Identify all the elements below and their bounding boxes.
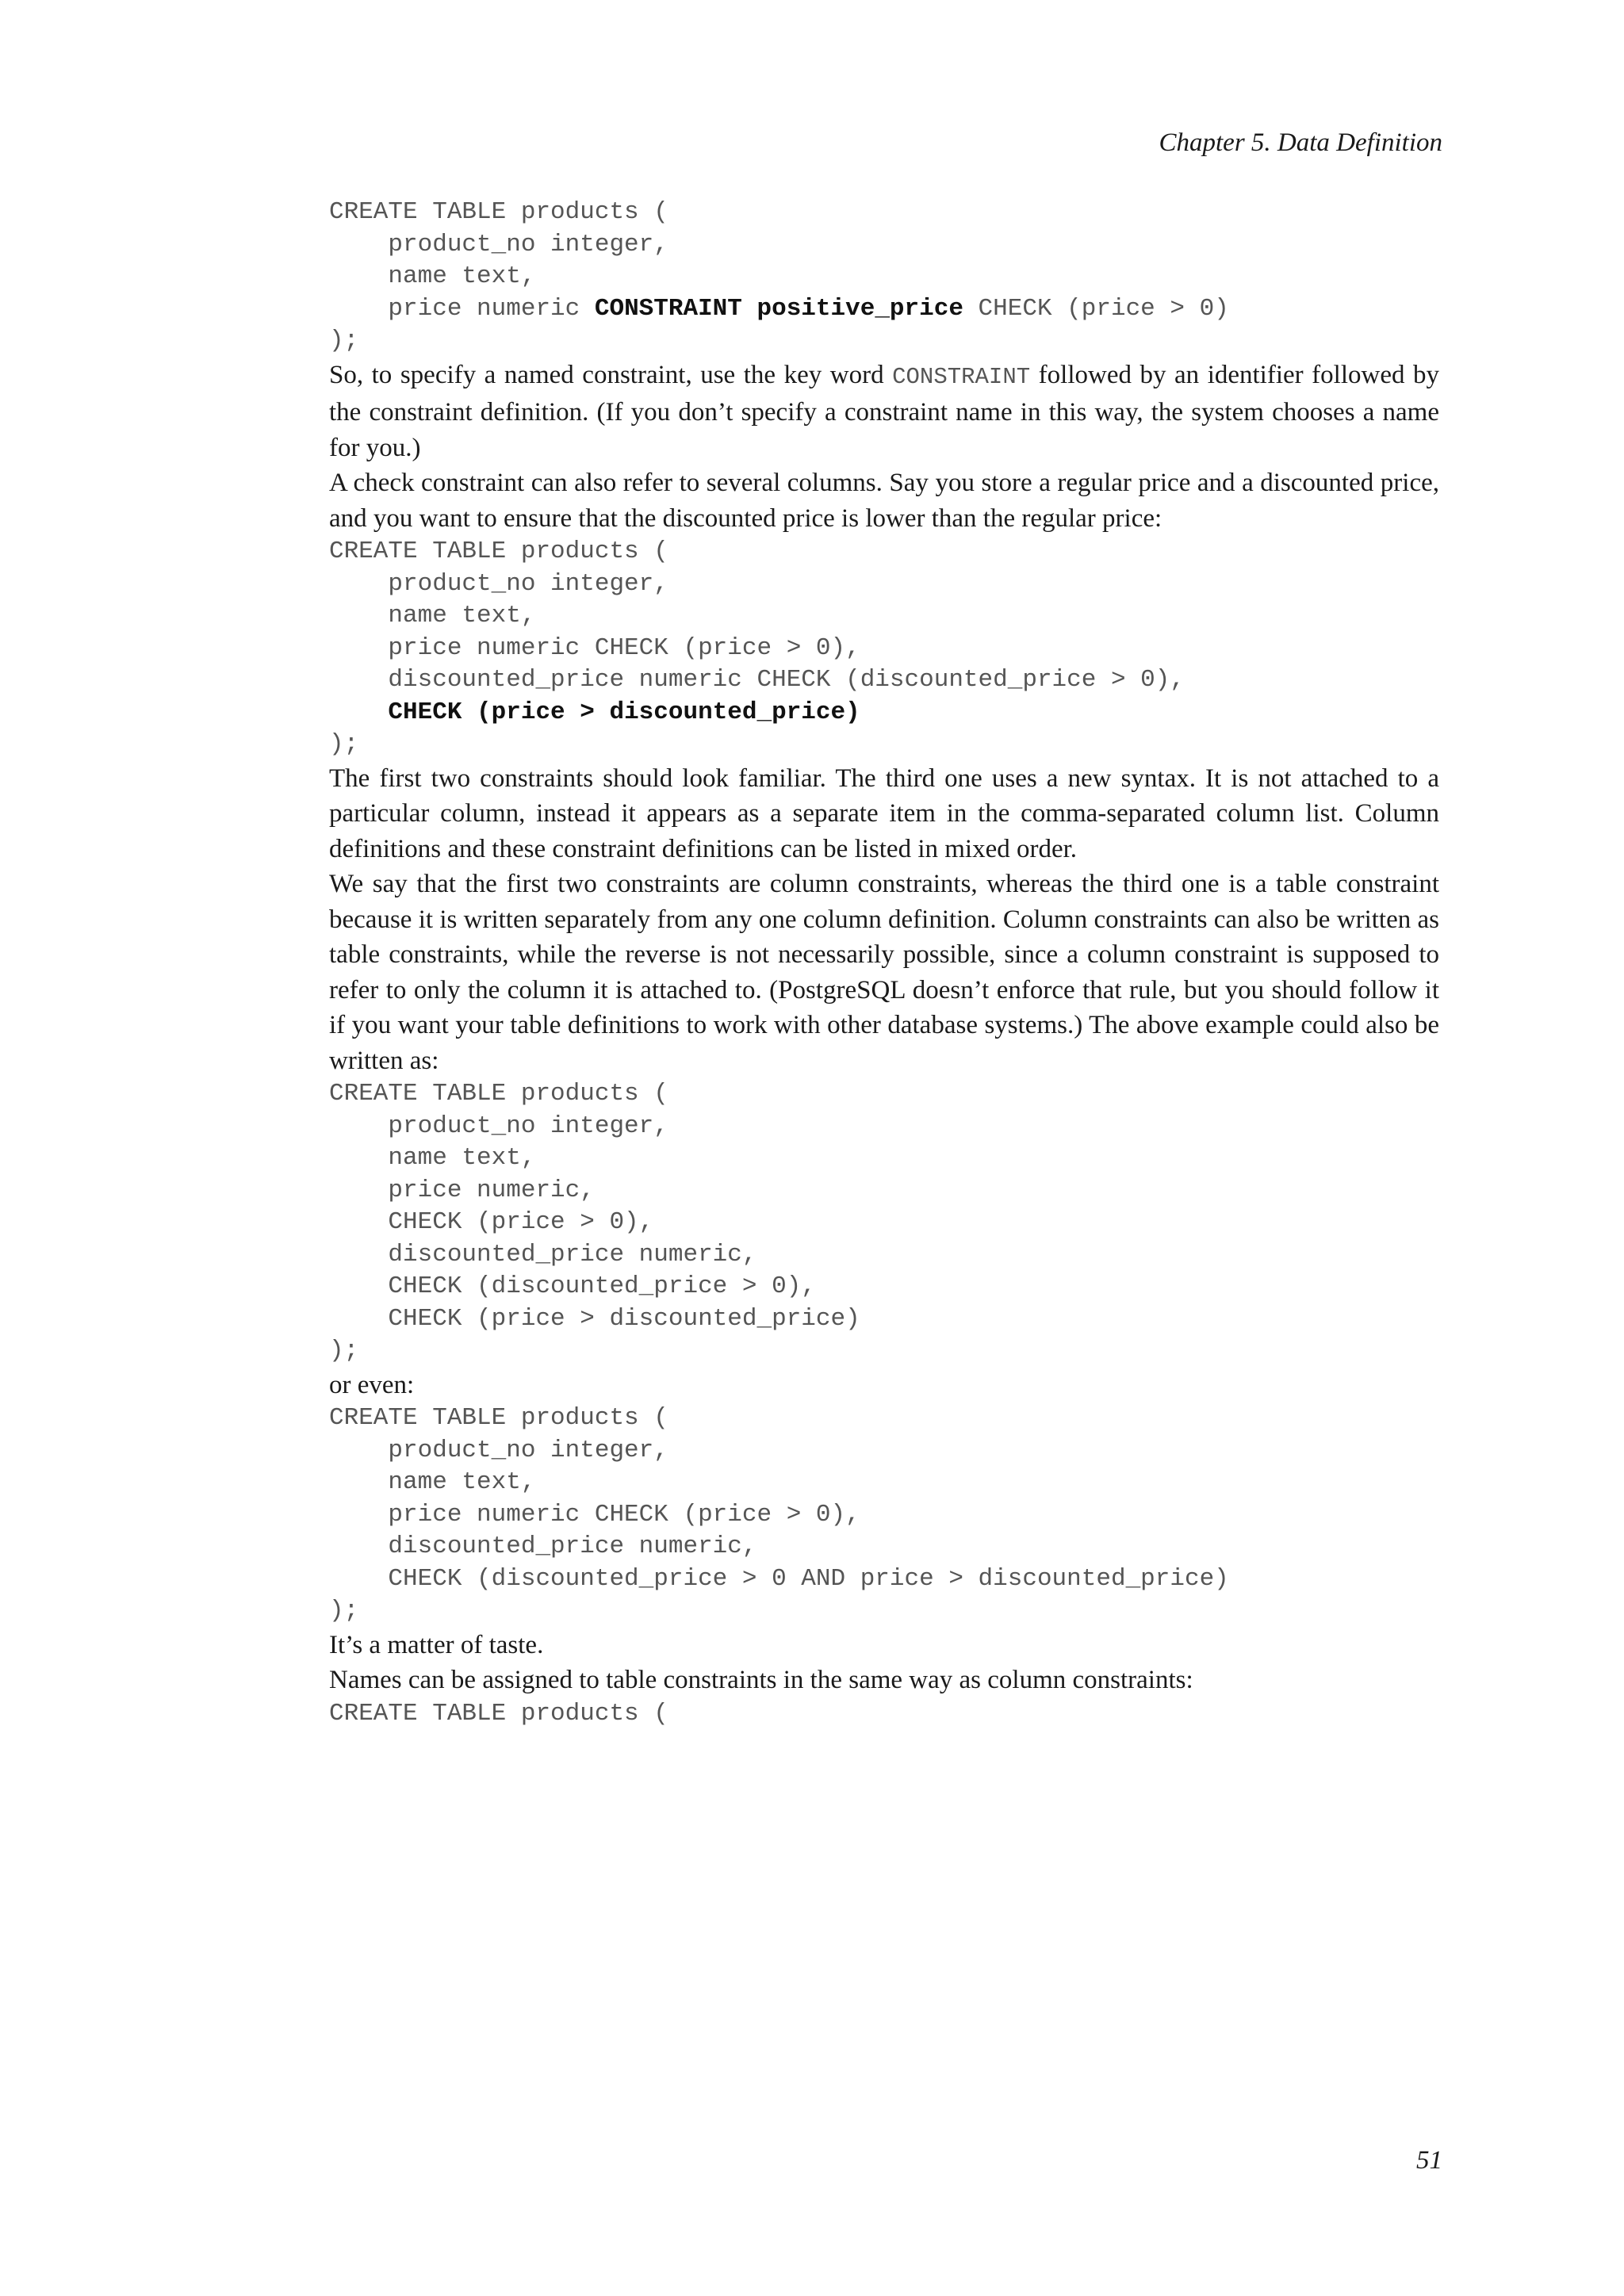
paragraph-new-syntax: The first two constraints should look familiar. The third one uses a new syntax. It is not attached to a particular column, instead it appears as a separate item in the comma-separated column list. Column definitions and these constraint definitions can be listed in mixed order.: [329, 763, 1439, 863]
paragraph-multi-column-check: A check constraint can also refer to several columns. Say you store a regular price and a discounted price, and you want to ensure that the discounted price is lower than the regular price:: [329, 469, 1439, 533]
code-block-combined-check: CREATE TABLE products ( product_no integer, name text, price numeric CHECK (price > 0), discounted_price numeric, CHECK (discounted_price > 0 AND price > discounted_price) );: [329, 1404, 1229, 1624]
paragraph-naming-table-constraints: Names can be assigned to table constraints in the same way as column constraints:: [329, 1666, 1193, 1694]
code-block-named-table-constraint: CREATE TABLE products (: [329, 1699, 668, 1728]
paragraph-named-constraint: So, to specify a named constraint, use the key word CONSTRAINT followed by an identifier followed by the constraint definition. (If you don’t specify a constraint name in this way, the system chooses a name for you.): [329, 360, 1440, 462]
code-block-named-constraint: [329, 197, 1439, 358]
code-block-table-check: [329, 536, 1439, 761]
code-lines: CREATE TABLE products ( product_no integer, name text, price numeric CHECK (price > 0), discounted_price numeric CHECK (discounted_price > 0),: [329, 538, 1185, 694]
paragraph-or-even: or even:: [329, 1370, 415, 1399]
code-line: CREATE TABLE products (: [329, 198, 668, 226]
code-line-suffix: CHECK (price > 0): [963, 294, 1229, 323]
code-line: );: [329, 730, 359, 758]
code-emphasis: CONSTRAINT positive_price: [594, 294, 963, 323]
code-line: product_no integer,: [329, 230, 668, 258]
page-number: 51: [1416, 2146, 1442, 2175]
running-header: Chapter 5. Data Definition: [1159, 128, 1442, 157]
paragraph-matter-of-taste: It’s a matter of taste.: [329, 1630, 544, 1659]
code-line-prefix: price numeric: [329, 294, 595, 323]
code-block-separate-checks: CREATE TABLE products ( product_no integer, name text, price numeric, CHECK (price > 0), discounted_price numeric, CHECK (discounted_price > 0), CHECK (price > discounted_price) );: [329, 1080, 860, 1364]
inline-code-keyword: CONSTRAINT: [892, 363, 1031, 390]
code-line: );: [329, 327, 359, 354]
code-emphasis: CHECK (price > discounted_price): [388, 698, 860, 726]
page-content: [329, 197, 1439, 1730]
code-line: name text,: [329, 262, 536, 290]
paragraph-column-vs-table-constraints: We say that the first two constraints are column constraints, whereas the third one is a table constraint because it is written separately from any one column definition. Column constraints can also be written as table constraints, while the reverse is not necessarily possible, since a column constraint is supposed to refer to only the column it is attached to. (PostgreSQL doesn’t enforce that rule, but you should follow it if you want your table definitions to work with other database systems.) The above example could also be written as:: [329, 870, 1439, 1075]
